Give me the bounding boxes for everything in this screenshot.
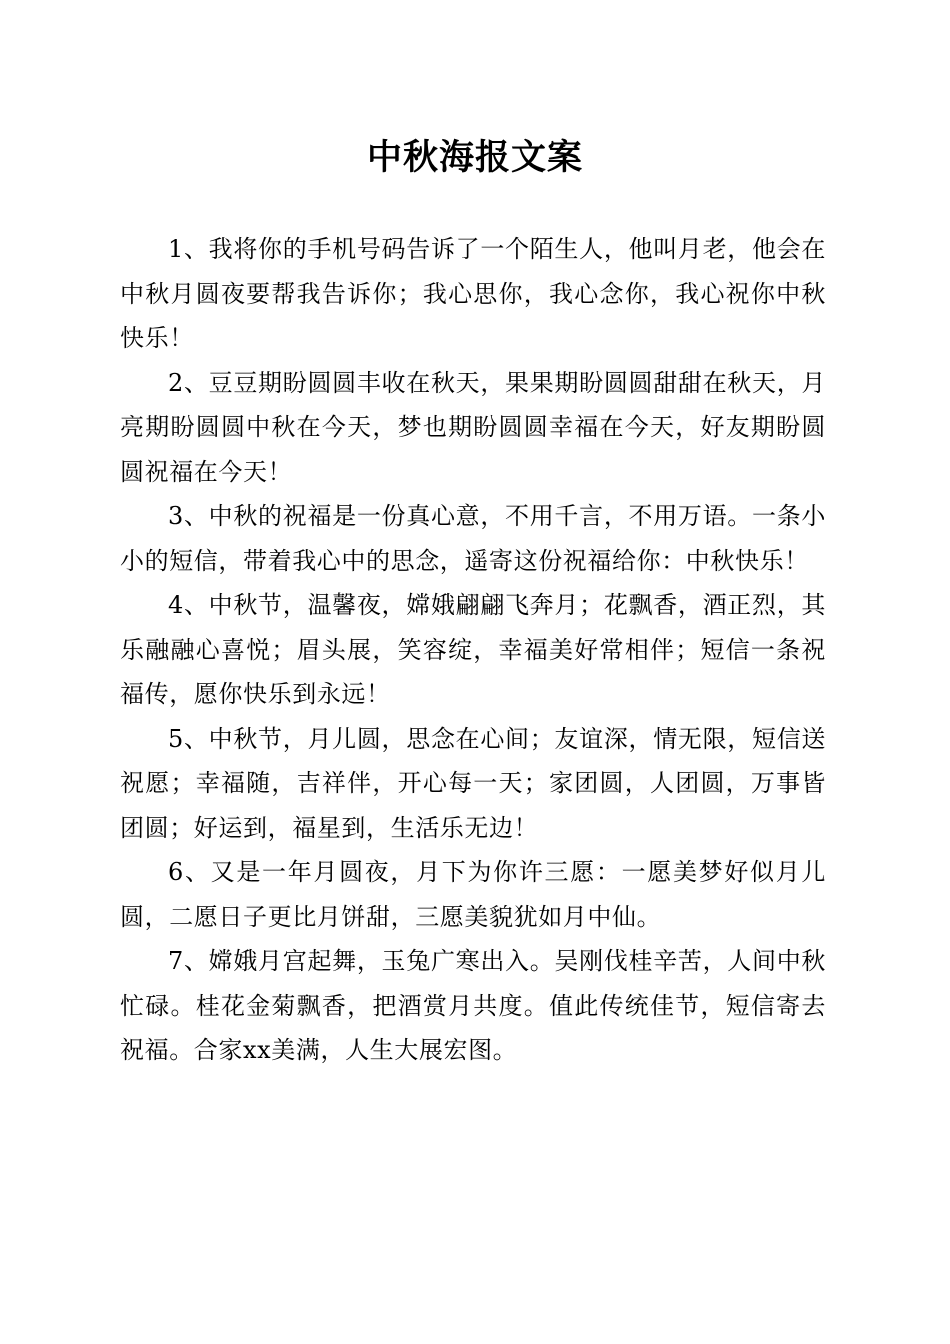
paragraph-6: 6、又是一年月圆夜，月下为你许三愿：一愿美梦好似月儿圆，二愿日子更比月饼甜，三愿美貌犹如月中仙。 (120, 858, 826, 931)
document-title: 中秋海报文案 (366, 137, 583, 178)
paragraph-7: 7、嫦娥月宫起舞，玉兔广寒出入。吴刚伐桂辛苦，人间中秋忙碌。桂花金菊飘香，把酒赏月共度。值此传统佳节，短信寄去祝福。合家xx美满，人生大展宏图。 (120, 947, 826, 1064)
paragraph-2: 2、豆豆期盼圆圆丰收在秋天，果果期盼圆圆甜甜在秋天，月亮期盼圆圆中秋在今天，梦也期盼圆圆幸福在今天，好友期盼圆圆祝福在今天！ (120, 368, 826, 486)
paragraph-3: 3、中秋的祝福是一份真心意，不用千言，不用万语。一条小小的短信，带着我心中的思念，遥寄这份祝福给你：中秋快乐！ (120, 502, 826, 575)
paragraph-4: 4、中秋节，温馨夜，嫦娥翩翩飞奔月；花飘香，酒正烈，其乐融融心喜悦；眉头展，笑容绽，幸福美好常相伴；短信一条祝福传，愿你快乐到永远！ (120, 591, 826, 708)
paragraph-5: 5、中秋节，月儿圆，思念在心间；友谊深，情无限，短信送祝愿；幸福随，吉祥伴，开心每一天；家团圆，人团圆，万事皆团圆；好运到，福星到，生活乐无边！ (120, 724, 826, 842)
document-body (120, 227, 826, 1073)
paragraph-1: 1、我将你的手机号码告诉了一个陌生人，他叫月老，他会在中秋月圆夜要帮我告诉你；我心思你，我心念你，我心祝你中秋快乐！ (120, 235, 826, 352)
